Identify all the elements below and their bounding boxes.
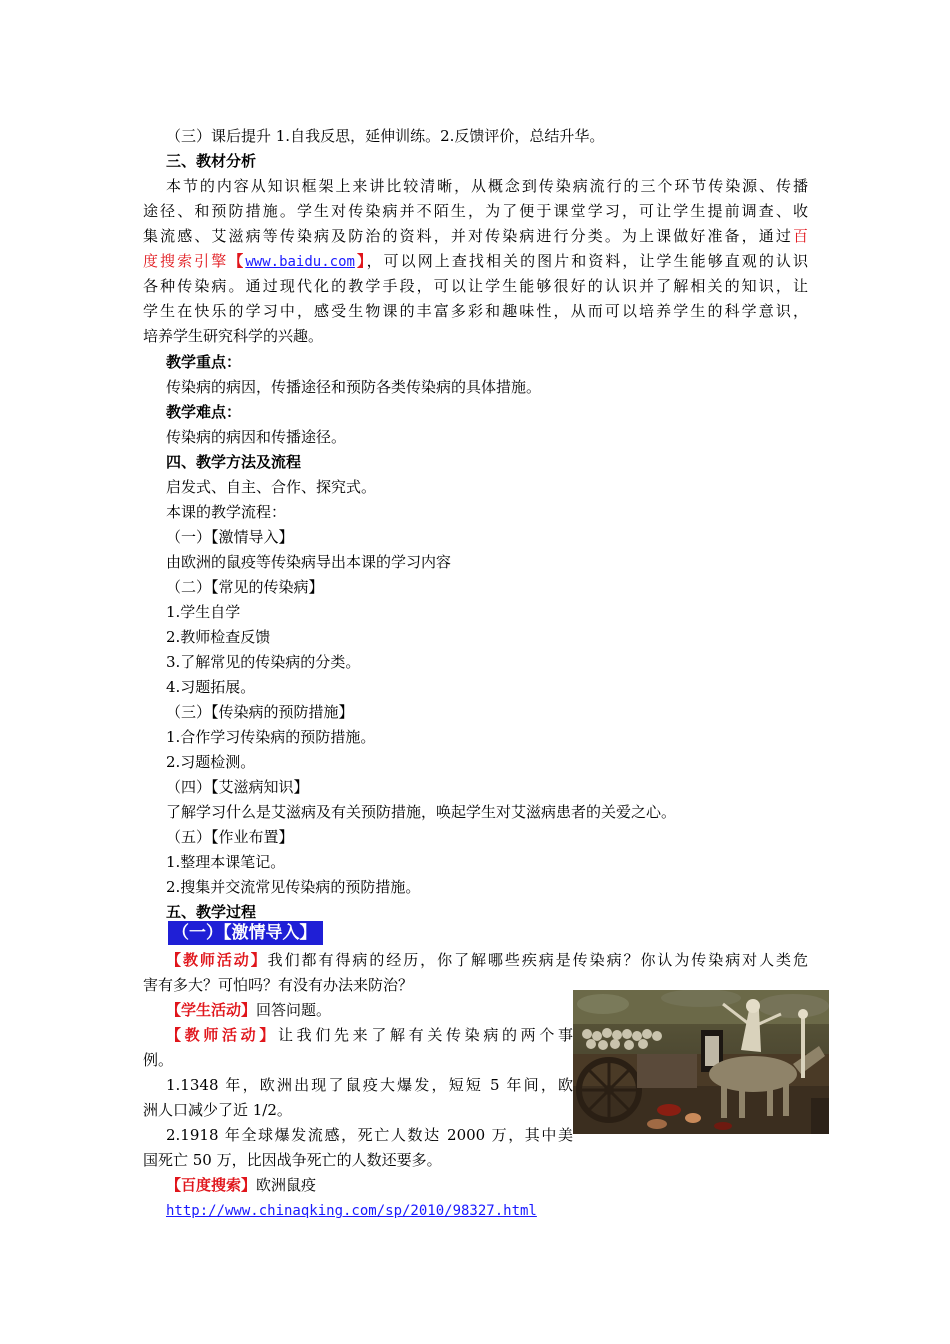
- list-item: 2.教师检查反馈: [166, 628, 271, 646]
- paragraph-line: [166, 950, 808, 970]
- baidu-link[interactable]: www.baidu.com: [245, 254, 355, 270]
- text-span: 欧洲鼠疫: [256, 1176, 317, 1194]
- list-item: 1.学生自学: [166, 603, 241, 621]
- paragraph-line: [166, 1200, 537, 1220]
- paragraph: 2.1918 年全球爆发流感，死亡人数达 2000 万，其中美: [166, 1126, 573, 1144]
- paragraph-line: [166, 1175, 316, 1195]
- section-heading: 四、教学方法及流程: [166, 453, 302, 471]
- list-item: 1.合作学习传染病的预防措施。: [166, 728, 376, 746]
- section-banner: （一）【激情导入】: [168, 921, 323, 945]
- flow-step: （四）【艾滋病知识】: [166, 778, 309, 796]
- list-item: 2.搜集并交流常见传染病的预防措施。: [166, 878, 421, 896]
- plague-painting-image: [573, 990, 829, 1134]
- paragraph-line: [143, 226, 808, 246]
- paragraph: 途径、和预防措施。学生对传染病并不陌生，为了便于课堂学习，可让学生提前调查、收: [143, 202, 808, 220]
- paragraph-line: [166, 1025, 573, 1045]
- bracket: 【: [228, 252, 246, 270]
- baidu-search-label: 【百度搜索】: [166, 1176, 257, 1194]
- section-heading: 三、教材分析: [166, 152, 257, 170]
- paragraph: 了解学习什么是艾滋病及有关预防措施，唤起学生对艾滋病患者的关爱之心。: [166, 803, 677, 821]
- paragraph: 各种传染病。通过现代化的教学手段，可以让学生能够很好的认识并了解相关的知识，让: [143, 277, 808, 295]
- flow-step: （三）【传染病的预防措施】: [166, 703, 354, 721]
- paragraph: 学生在快乐的学习中，感受生物课的丰富多彩和趣味性，从而可以培养学生的科学意识，: [143, 302, 808, 320]
- bracket: 】: [354, 252, 367, 270]
- paragraph: 本节的内容从知识框架上来讲比较清晰，从概念到传染病流行的三个环节传染源、传播: [166, 177, 808, 195]
- text-span: ，可以网上查找相关的图片和资料，让学生能够直观的认识: [366, 252, 808, 270]
- red-text: 度搜索引擎: [143, 252, 229, 270]
- paragraph-line: [143, 251, 808, 271]
- flow-step: （一）【激情导入】: [166, 528, 294, 546]
- paragraph: 洲人口减少了近 1/2。: [143, 1101, 292, 1119]
- list-item: 3.了解常见的传染病的分类。: [166, 653, 361, 671]
- paragraph: 害有多大？可怕吗？有没有办法来防治？: [143, 976, 414, 994]
- red-text: 百: [792, 227, 808, 245]
- teacher-activity-label: 【教师活动】: [166, 1026, 278, 1044]
- flow-step: （二）【常见的传染病】: [166, 578, 324, 596]
- paragraph: 本课的教学流程：: [166, 503, 287, 521]
- reference-link[interactable]: http://www.chinaqking.com/sp/2010/98327.html: [166, 1203, 537, 1219]
- text-span: 回答问题。: [256, 1001, 332, 1019]
- subheading: 教学重点：: [166, 353, 242, 371]
- text-span: 我们都有得病的经历，你了解哪些疾病是传染病？你认为传染病对人类危: [267, 951, 808, 969]
- teacher-activity-label: 【教师活动】: [166, 951, 268, 969]
- section-heading: 五、教学过程: [166, 903, 257, 921]
- text-span: 让我们先来了解有关传染病的两个事: [278, 1026, 573, 1044]
- paragraph: （三）课后提升 1.自我反思，延伸训练。2.反馈评价，总结升华。: [166, 127, 605, 145]
- list-item: 2.习题检测。: [166, 753, 256, 771]
- paragraph: 1.1348 年，欧洲出现了鼠疫大爆发，短短 5 年间，欧: [166, 1076, 573, 1094]
- paragraph: 传染病的病因，传播途径和预防各类传染病的具体措施。: [166, 378, 542, 396]
- paragraph: 启发式、自主、合作、探究式。: [166, 478, 377, 496]
- paragraph: 国死亡 50 万，比因战争死亡的人数还要多。: [143, 1151, 442, 1169]
- paragraph: 由欧洲的鼠疫等传染病导出本课的学习内容: [166, 553, 452, 571]
- student-activity-label: 【学生活动】: [166, 1001, 257, 1019]
- list-item: 4.习题拓展。: [166, 678, 256, 696]
- paragraph: 例。: [143, 1051, 174, 1069]
- list-item: 1.整理本课笔记。: [166, 853, 286, 871]
- text-span: 集流感、艾滋病等传染病及防治的资料，并对传染病进行分类。为上课做好准备，通过: [143, 227, 793, 245]
- flow-step: （五）【作业布置】: [166, 828, 294, 846]
- paragraph: 培养学生研究科学的兴趣。: [143, 327, 324, 345]
- paragraph-line: [166, 1000, 331, 1020]
- paragraph: 传染病的病因和传播途径。: [166, 428, 347, 446]
- subheading: 教学难点：: [166, 403, 242, 421]
